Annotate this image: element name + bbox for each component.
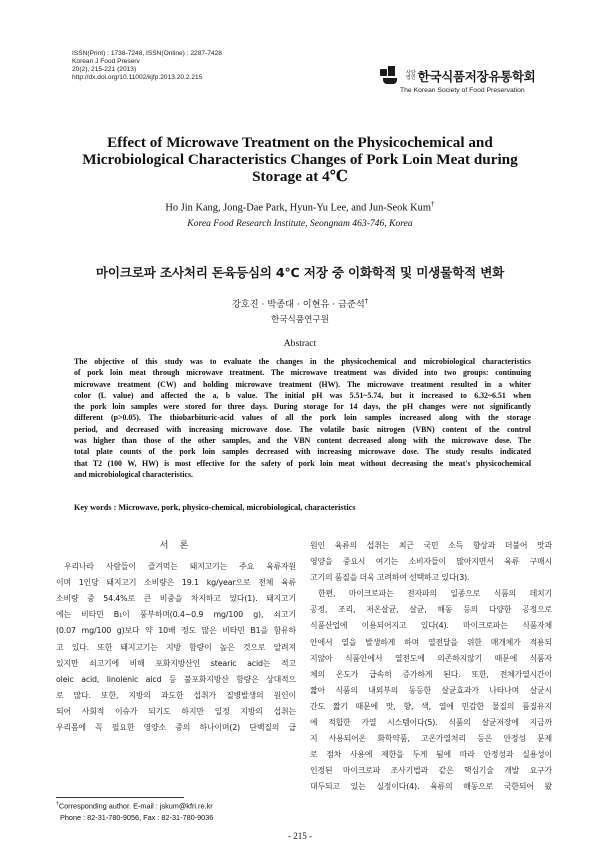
- journal-meta: [72, 50, 322, 82]
- abstract-line: that T2 (100 W, HW) is most effective for the safety of pork loin meat without decreasing the meat's physicochemical: [74, 458, 531, 468]
- author-list-korean: 강호진 · 박종대 · 이현유 · 금준석: [231, 299, 365, 310]
- footnote: [56, 799, 306, 823]
- body-line: 원인 육류의 섭취는 최근 국민 소득 향상과 더불어 맛과: [310, 541, 552, 550]
- abstract-line: total plate counts of the pork loin samples decreased with increasing microwave dose. The study results indicated: [74, 447, 531, 457]
- abstract-body: [74, 356, 531, 480]
- body-line: 고기의 품질을 더욱 고려하여 선택하고 있다(3).: [310, 573, 470, 583]
- society-logo: [380, 66, 540, 94]
- body-line: 에는 비타민 B₁이 풍부하며(0.4~0.9 mg/100 g), 쇠고기: [56, 610, 296, 620]
- body-line: 체의 온도가 급속히 증가하게 된다. 또한, 전체가열시간이: [310, 669, 552, 679]
- abstract-line: color (L value) and affected the a, b value. The initial pH was 5.51~5.74, but it increased to 6.32~6.51 when: [74, 390, 531, 400]
- footnote-mark: †: [56, 801, 59, 807]
- page-number: - 215 -: [288, 831, 312, 841]
- body-line: 되어 사회적 이슈가 되기도 하지만 일정 지방의 섭취는: [56, 706, 296, 716]
- body-line: 우리몸에 꼭 필요한 영양소 중의 하나이며(2) 단백질의 급: [56, 723, 296, 733]
- abstract-line: period, and decreased with increasing microwave dose. The volatile basic nitrogen (VBN) content of the control: [74, 424, 531, 434]
- body-line: 인정된 마이크로파 조사기법과 같은 핵심기술 개발 요구가: [310, 766, 552, 776]
- body-line: 대두되고 있는 실정이다(4). 육류의 해동으로 국한되어 왔: [310, 782, 552, 792]
- title-line: Microbiological Characteristics Changes of Pork Loin Meat during: [82, 151, 518, 168]
- abstract-line: microwave treatment (CW) and holding microwave treatment (HW). The microwave treatment resulted in a whiter: [74, 379, 531, 389]
- society-small-2: 법인: [406, 75, 416, 81]
- keywords-label: Key words :: [74, 503, 117, 512]
- author-list: Ho Jin Kang, Jong-Dae Park, Hyun-Yu Lee, and Jun-Seok Kum: [165, 202, 431, 214]
- society-korean-name: 한국식품저장유통학회: [417, 69, 536, 84]
- body-column-left: [56, 538, 296, 736]
- abstract-line: and microbiological characteristics.: [74, 469, 194, 479]
- corresponding-mark-korean: †: [364, 296, 368, 305]
- body-line: 지 사용되어온 화학약품, 고온가열처리 등은 안정성 문제: [310, 734, 552, 744]
- abstract-line: of pork loin meat through microwave treatment. The microwave treatment was divided into two groups: continuing: [74, 368, 531, 378]
- footnote-author-email: Corresponding author. E-mail : jskum@kfri.re.kr: [58, 801, 213, 811]
- body-line: 있지만 쇠고기에 비해 포화지방산인 stearic acid는 적고: [56, 658, 296, 668]
- abstract-heading: Abstract: [283, 338, 317, 349]
- keywords-text: Microwave, pork, physico-chemical, microbiological, characteristics: [118, 503, 356, 512]
- title-line: Storage at 4℃: [252, 168, 348, 185]
- body-line: 식품산업에 이용되어지고 있다(4). 마이크로파는 식품자체: [310, 621, 552, 631]
- keywords: [74, 503, 534, 512]
- abstract-line: the pork loin samples were stored for three days. During storage for 14 days, the pH changes were not significantly: [74, 402, 531, 412]
- abstract-line: The objective of this study was to evaluate the changes in the physicochemical and microbiological characteristics: [74, 357, 531, 366]
- paper-title-english: [40, 134, 560, 185]
- society-english-name: The Korean Society of Food Preservation: [400, 87, 525, 94]
- body-line: 우리나라 사람들이 즐겨먹는 돼지고기는 주요 육류자원: [64, 562, 296, 572]
- body-line: 로 점차 사용에 제한을 두게 됨에 따라 안정성과 실용성이: [310, 750, 552, 760]
- body-line: 고 있다. 또한 돼지고기는 지방 함량이 높은 것으로 알려져: [56, 642, 296, 652]
- body-line: 이며 1인당 돼지고기 소비량은 19.1 kg/year으로 전체 육류: [56, 578, 296, 588]
- body-line: 로 많다. 또한, 지방의 과도한 섭취가 질병발생의 원인이: [56, 690, 296, 700]
- abstract-line: different (p>0.05). The thiobarbituric-acid values of all the pork loin samples increased along with the storage: [74, 413, 531, 423]
- society-small-1: 사단: [406, 69, 416, 76]
- paper-title-korean: 마이크로파 조사처리 돈육등심의 4℃ 저장 중 이화학적 및 미생물학적 변화: [95, 265, 505, 280]
- body-column-right: [310, 538, 552, 796]
- affiliation-english: Korea Food Research Institute, Seongnam 463-746, Korea: [187, 218, 413, 229]
- body-line: 짧아 식품의 내외부의 동등한 살균효과가 나타나며 살균시: [310, 685, 552, 695]
- footnote-divider: [56, 797, 184, 798]
- meta-journal: Korean J Food Preserv: [72, 58, 140, 65]
- authors-english: [0, 200, 600, 213]
- body-line: 영양을 중요시 여기는 소비자들이 많아지면서 육류 구매시: [310, 557, 552, 567]
- meta-volume: 20(2), 215-221 (2013): [72, 66, 137, 73]
- body-line: 안에서 열을 발생하게 하며 열전달을 위한 매개체가 적용되: [310, 637, 552, 647]
- body-line: 소비량 중 54.4%로 큰 비중을 차지하고 있다(1). 돼지고기: [56, 594, 296, 604]
- body-line: (0.07 mg/100 g)보다 약 10배 정도 많은 비타민 B1을 함유하: [56, 626, 296, 636]
- body-line: 간도 짧기 때문에 맛, 향, 색, 열에 민감한 물질의 품질유지: [310, 701, 552, 711]
- body-line: oleic acid, linolenic aicd 등 불포화지방산 함량은 상대적으: [56, 674, 296, 684]
- society-emblem-icon: [380, 66, 402, 86]
- section-heading-introduction: 서 론: [159, 540, 193, 551]
- body-line: 공정, 조리, 저온살균, 살균, 해동 등의 다양한 공정으로: [310, 605, 552, 615]
- abstract-line: was higher than those of the other samples, and the VBN content decreased along with the microwave dose. The: [74, 436, 531, 446]
- title-line: Effect of Microwave Treatment on the Physicochemical and: [107, 134, 493, 151]
- body-line: 한편, 마이크로파는 전자파의 일종으로 식품의 데치기: [318, 589, 552, 599]
- meta-doi[interactable]: http://dx.doi.org/10.11002/kjfp.2013.20.2.215: [72, 74, 203, 81]
- corresponding-mark: †: [430, 200, 435, 208]
- footnote-phone-fax: Phone : 82-31-780-9056, Fax : 82-31-780-9036: [60, 812, 214, 822]
- authors-korean: [0, 296, 600, 310]
- body-line: 지않아 식품안에서 열전도에 의존하지않기 때문에 식품자: [310, 653, 552, 663]
- affiliation-korean: 한국식품연구원: [270, 315, 330, 325]
- body-line: 에 적합한 가열 시스템이다(5). 식품의 살균저장에 지금까: [310, 718, 552, 728]
- meta-issn: ISSN(Print) : 1738-7248, ISSN(Online) : 2287-7428: [72, 50, 222, 57]
